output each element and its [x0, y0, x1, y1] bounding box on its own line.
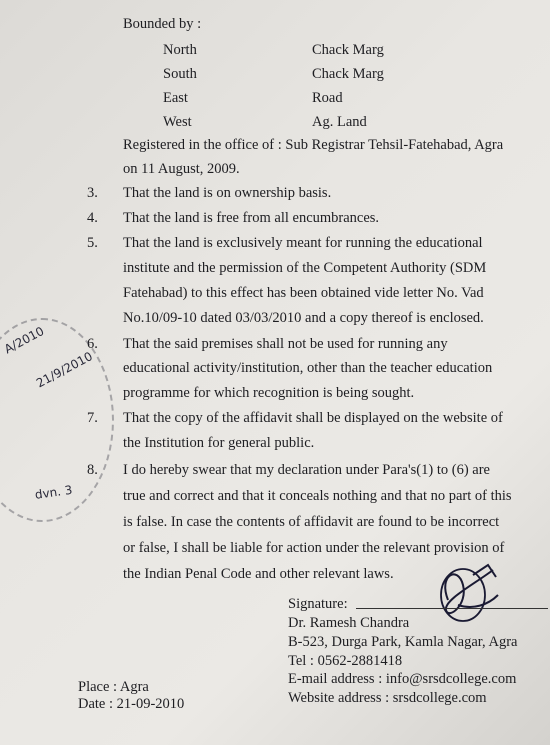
- item-line: or false, I shall be liable for action under the relevant provision of: [123, 540, 505, 556]
- item-number: 6.: [87, 336, 98, 352]
- signatory-website: Website address : srsdcollege.com: [288, 690, 487, 706]
- item-number: 5.: [87, 235, 98, 251]
- item-line: Fatehabad) to this effect has been obtained vide letter No. Vad: [123, 285, 484, 301]
- boundary-direction-south: South: [163, 66, 197, 82]
- item-number: 7.: [87, 410, 98, 426]
- boundary-value-south: Chack Marg: [312, 66, 384, 82]
- signature-line: [356, 608, 548, 609]
- handwritten-signature: [418, 555, 508, 635]
- boundary-direction-north: North: [163, 42, 197, 58]
- signatory-address: B-523, Durga Park, Kamla Nagar, Agra: [288, 634, 518, 650]
- boundary-direction-west: West: [163, 114, 192, 130]
- item-line: is false. In case the contents of affidavit are found to be incorrect: [123, 514, 500, 530]
- item-line: I do hereby swear that my declaration under Para's(1) to (6) are: [123, 462, 490, 478]
- item-line: institute and the permission of the Competent Authority (SDM: [123, 260, 487, 276]
- item-line: That the copy of the affidavit shall be displayed on the website of: [123, 410, 503, 426]
- stamp-text-line-2: 21/9/2010: [34, 349, 95, 391]
- boundary-value-north: Chack Marg: [312, 42, 384, 58]
- item-line: That the land is free from all encumbrances.: [123, 210, 380, 226]
- stamp-text-line-3: dvn. 3: [34, 482, 74, 502]
- signature-label: Signature:: [288, 596, 348, 612]
- item-line: the Institution for general public.: [123, 435, 315, 451]
- item-line: That the land is on ownership basis.: [123, 185, 332, 201]
- item-number: 3.: [87, 185, 98, 201]
- item-number: 4.: [87, 210, 98, 226]
- registered-line-1: Registered in the office of : Sub Registrar Tehsil-Fatehabad, Agra: [123, 137, 504, 153]
- item-line: educational activity/institution, other than the teacher education: [123, 360, 493, 376]
- bounded-by-heading: Bounded by :: [123, 16, 202, 32]
- boundary-value-west: Ag. Land: [312, 114, 367, 130]
- signatory-email: E-mail address : info@srsdcollege.com: [288, 671, 517, 687]
- registered-line-2: on 11 August, 2009.: [123, 161, 240, 177]
- item-line: That the said premises shall not be used for running any: [123, 336, 448, 352]
- item-number: 8.: [87, 462, 98, 478]
- item-line: programme for which recognition is being sought.: [123, 385, 415, 401]
- stamp-text-line-1: A/2010: [2, 323, 47, 357]
- item-line: true and correct and that it conceals nothing and that no part of this: [123, 488, 512, 504]
- item-line: No.10/09-10 dated 03/03/2010 and a copy thereof is enclosed.: [123, 310, 484, 326]
- boundary-value-east: Road: [312, 90, 343, 106]
- date-label: Date : 21-09-2010: [78, 696, 185, 712]
- item-line: That the land is exclusively meant for running the educational: [123, 235, 483, 251]
- place-label: Place : Agra: [78, 679, 149, 695]
- signatory-name: Dr. Ramesh Chandra: [288, 615, 410, 631]
- boundary-direction-east: East: [163, 90, 188, 106]
- signatory-telephone: Tel : 0562-2881418: [288, 653, 403, 669]
- item-line: the Indian Penal Code and other relevant laws.: [123, 566, 394, 582]
